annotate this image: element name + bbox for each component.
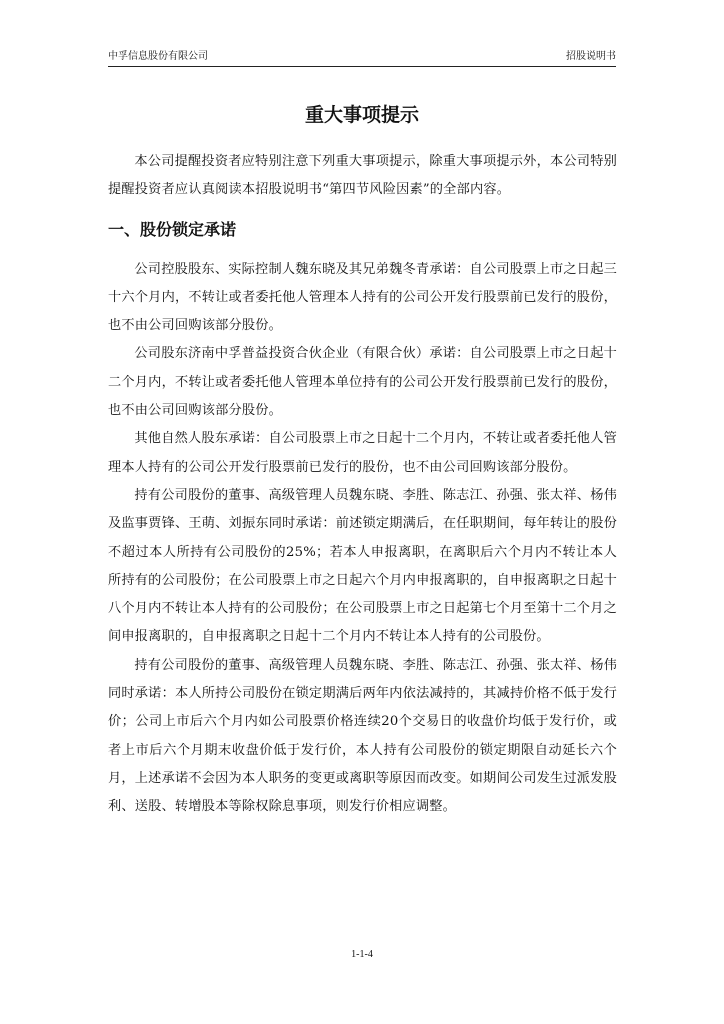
body-paragraph: 持有公司股份的董事、高级管理人员魏东晓、李胜、陈志江、孙强、张太祥、杨伟及监事贾锋、王萌、刘振东同时承诺：前述锁定期满后，在任职期间，每年转让的股份不超过本人所持有公司股份的25%；若本人申报离职，在离职后六个月内不转让本人所持有的公司股份；在公司股票上市之日起六个月内申报离职的，自申报离职之日起十八个月内不转让本人持有的公司股份；在公司股票上市之日起第七个月至第十二个月之间申报离职的，自申报离职之日起十二个月内不转让本人持有的公司股份。 [108, 487, 617, 645]
document-body [108, 148, 617, 822]
intro-paragraph: 本公司提醒投资者应特别注意下列重大事项提示，除重大事项提示外，本公司特别提醒投资者应认真阅读本招股说明书“第四节风险因素”的全部内容。 [108, 154, 617, 198]
page-number: 1-1-4 [351, 949, 373, 960]
page-header [108, 49, 616, 65]
page-title: 重大事项提示 [304, 104, 419, 126]
body-paragraph: 其他自然人股东承诺：自公司股票上市之日起十二个月内，不转让或者委托他人管理本人持有的公司公开发行股票前已发行的股份，也不由公司回购该部分股份。 [108, 431, 617, 475]
header-company-name: 中孚信息股份有限公司 [108, 51, 208, 62]
body-paragraph: 公司股东济南中孚普益投资合伙企业（有限合伙）承诺：自公司股票上市之日起十二个月内，不转让或者委托他人管理本单位持有的公司公开发行股票前已发行的股份，也不由公司回购该部分股份。 [108, 346, 617, 419]
body-paragraph: 公司控股股东、实际控制人魏东晓及其兄弟魏冬青承诺：自公司股票上市之日起三十六个月内，不转让或者委托他人管理本人持有的公司公开发行股票前已发行的股份，也不由公司回购该部分股份。 [108, 261, 617, 334]
header-divider [108, 66, 616, 67]
header-document-type: 招股说明书 [566, 51, 616, 62]
spacer [108, 205, 617, 211]
section-heading: 一、股份锁定承诺 [108, 219, 237, 239]
body-paragraph: 持有公司股份的董事、高级管理人员魏东晓、李胜、陈志江、孙强、张太祥、杨伟同时承诺：本人所持公司股份在锁定期满后两年内依法减持的，其减持价格不低于发行价；公司上市后六个月内如公司股票价格连续20个交易日的收盘价均低于发行价，或者上市后六个月期末收盘价低于发行价，本人持有公司股份的锁定期限自动延长六个月，上述承诺不会因为本人职务的变更或离职等原因而改变。如期间公司发生过派发股利、送股、转增股本等除权除息事项，则发行价相应调整。 [108, 657, 617, 815]
